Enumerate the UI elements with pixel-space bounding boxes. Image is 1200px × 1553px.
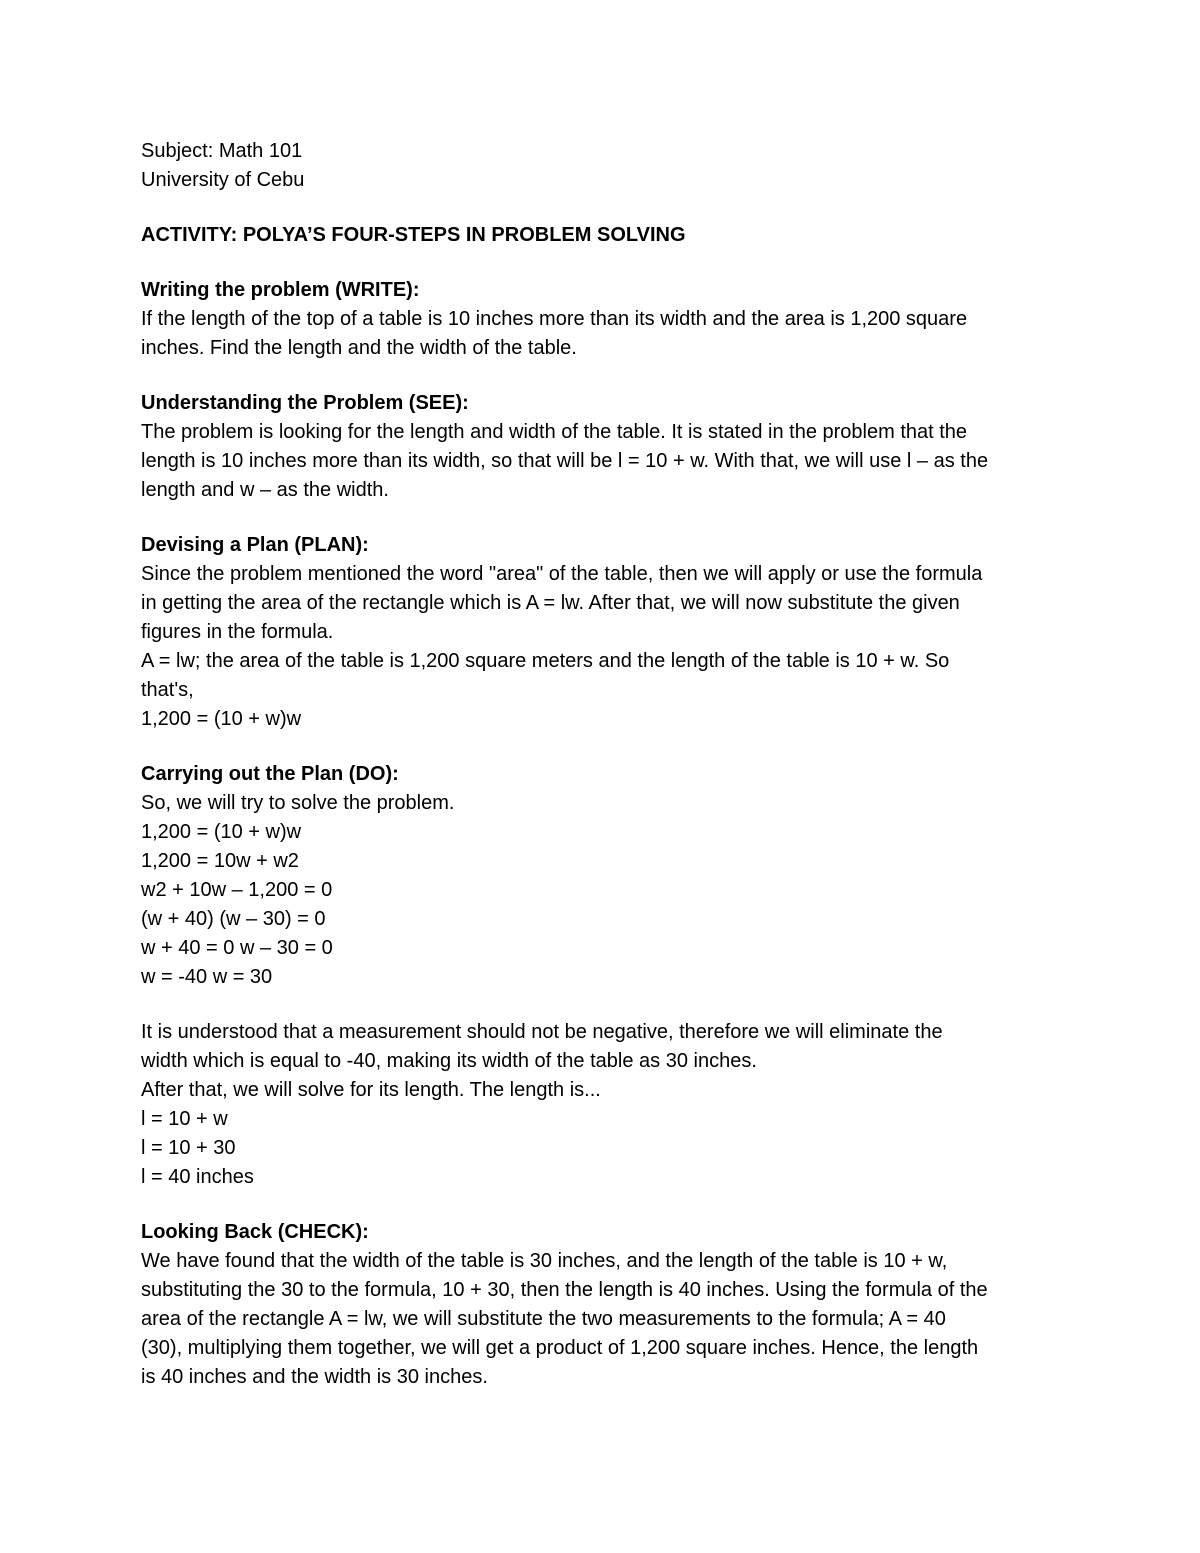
text-line: inches. Find the length and the width of the table. bbox=[141, 337, 577, 359]
text-line: figures in the formula. bbox=[141, 621, 334, 643]
equation-line: w + 40 = 0 w – 30 = 0 bbox=[141, 937, 333, 959]
section-write-heading: Writing the problem (WRITE): bbox=[141, 279, 420, 301]
text-line: is 40 inches and the width is 30 inches. bbox=[141, 1366, 488, 1388]
text-line: substituting the 30 to the formula, 10 + 30, then the length is 40 inches. Using the formula of the bbox=[141, 1279, 988, 1301]
text-line: in getting the area of the rectangle which is A = lw. After that, we will now substitute the given bbox=[141, 592, 960, 614]
equation-line: 1,200 = (10 + w)w bbox=[141, 821, 302, 843]
text-line: If the length of the top of a table is 10 inches more than its width and the area is 1,200 square bbox=[141, 308, 968, 330]
equation-line: (w + 40) (w – 30) = 0 bbox=[141, 908, 326, 930]
equation-line: l = 10 + w bbox=[141, 1108, 228, 1130]
subject-line: Subject: Math 101 bbox=[141, 140, 303, 162]
section-do-continuation bbox=[141, 1018, 1140, 1192]
equation-line: w = -40 w = 30 bbox=[141, 966, 273, 988]
activity-title: ACTIVITY: POLYA’S FOUR-STEPS IN PROBLEM SOLVING bbox=[141, 224, 686, 246]
text-line: (30), multiplying them together, we will get a product of 1,200 square inches. Hence, the length bbox=[141, 1337, 979, 1359]
equation-line: 1,200 = 10w + w2 bbox=[141, 850, 299, 872]
text-line: So, we will try to solve the problem. bbox=[141, 792, 455, 814]
section-write bbox=[141, 276, 1140, 363]
section-plan-heading: Devising a Plan (PLAN): bbox=[141, 534, 369, 556]
text-line: Since the problem mentioned the word "area" of the table, then we will apply or use the formula bbox=[141, 563, 983, 585]
text-line: length is 10 inches more than its width, so that will be l = 10 + w. With that, we will use l – as the bbox=[141, 450, 989, 472]
text-line: that's, bbox=[141, 679, 194, 701]
equation-line: l = 40 inches bbox=[141, 1166, 254, 1188]
text-line: area of the rectangle A = lw, we will substitute the two measurements to the formula; A = 40 bbox=[141, 1308, 946, 1330]
text-line: It is understood that a measurement should not be negative, therefore we will eliminate the bbox=[141, 1021, 943, 1043]
section-do-heading: Carrying out the Plan (DO): bbox=[141, 763, 399, 785]
section-see-heading: Understanding the Problem (SEE): bbox=[141, 392, 469, 414]
text-line: A = lw; the area of the table is 1,200 square meters and the length of the table is 10 + w. So bbox=[141, 650, 950, 672]
section-plan bbox=[141, 531, 1140, 734]
equation-line: l = 10 + 30 bbox=[141, 1137, 236, 1159]
section-check-heading: Looking Back (CHECK): bbox=[141, 1221, 369, 1243]
text-line: We have found that the width of the table is 30 inches, and the length of the table is 10 + w, bbox=[141, 1250, 948, 1272]
section-see bbox=[141, 389, 1140, 505]
equation-line: 1,200 = (10 + w)w bbox=[141, 708, 302, 730]
institution-line: University of Cebu bbox=[141, 169, 305, 191]
text-line: After that, we will solve for its length. The length is... bbox=[141, 1079, 601, 1101]
equation-line: w2 + 10w – 1,200 = 0 bbox=[141, 879, 333, 901]
section-check bbox=[141, 1218, 1140, 1392]
text-line: length and w – as the width. bbox=[141, 479, 389, 501]
doc-header bbox=[141, 137, 1140, 195]
text-line: The problem is looking for the length and width of the table. It is stated in the problem that the bbox=[141, 421, 968, 443]
text-line: width which is equal to -40, making its width of the table as 30 inches. bbox=[141, 1050, 757, 1072]
section-do bbox=[141, 760, 1140, 992]
